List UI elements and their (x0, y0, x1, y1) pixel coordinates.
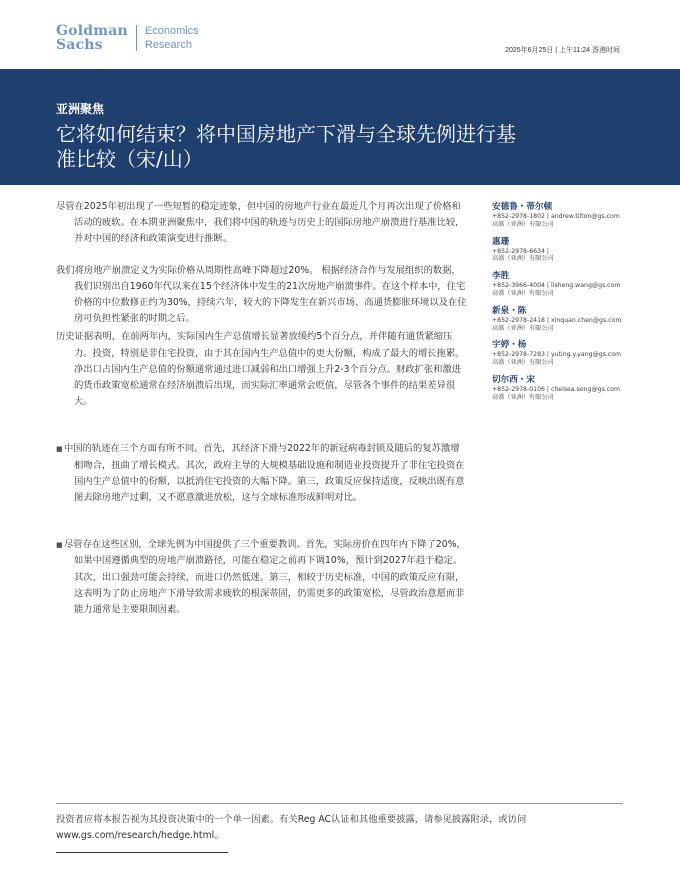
brand-name-line1: Goldman (56, 23, 128, 39)
division-line2: Research (144, 39, 192, 51)
footnote-rule (56, 852, 228, 853)
analyst-name: 安德鲁・蒂尔顿 (492, 202, 553, 212)
analyst-contact: +852-2978-2418 | xinquan.chen@gs.com (492, 316, 622, 324)
report-date: 2025年6月25日 | 上午11:24 香港时间 (505, 47, 620, 54)
analyst-card (492, 271, 632, 298)
analyst-company: 高盛（亚洲）有限公司 (492, 393, 554, 401)
report-body (56, 199, 468, 618)
series-label: 亚洲聚焦 (56, 102, 105, 116)
bullet-square-icon: ■ (56, 445, 63, 454)
bullet-item (56, 441, 468, 506)
analyst-card (492, 375, 632, 402)
evidence-paragraph: 历史证据表明，在前两年内，实际国内生产总值增长显著放缓约5个百分点，并伴随有通货紧缩压力。投资，特别是非住宅投资，由于其在国内生产总值中的更大份额，构成了最大的增长拖累。净出口占国内生产总值的份额通常通过进口减弱和出口增强上升2-3个百分点。财政扩张和激进的货币政策宽松通常在经济崩溃后出现，而实际汇率通常会贬值，尽管各个事件的结果差异很大。 (56, 331, 465, 408)
division-name (145, 24, 199, 52)
analyst-name: 新泉・陈 (492, 305, 527, 316)
bullet-text: 尽管存在这些区别，全球先例为中国提供了三个重要教训。首先，实际房价在四年内下降了20%，如果中国遵循典型的房地产崩溃路径，可能在稳定之前再下调10%，预计到2027年趋于稳定。其次，出口强劲可能会持续，而进口仍然低迷。第三，相较于历史标准，中国的政策反应有限，这表明为了防止房地产下滑导致需求疲软的根深蒂固，仍需更多的政策宽松，尽管政治意愿而非能力通常是主要限制因素。 (64, 539, 466, 616)
brand-name (56, 24, 128, 52)
analyst-contact: +852-3966-4004 | lisheng.wang@gs.com (492, 282, 621, 290)
bullet-item (56, 537, 468, 618)
bullet-square-icon: ■ (56, 541, 63, 550)
analyst-name: 惠珊 (492, 236, 510, 247)
analyst-company: 高盛（亚洲）有限公司 (492, 359, 554, 367)
definition-paragraph: 我们将房地产崩溃定义为实际价格从周期性高峰下降超过20%。 根据经济合作与发展组织的数据，我们识别出自1960年代以来在15个经济体中发生的21次房地产崩溃事件。在这个样本中，住宅价格的中位数修正约为30%，持续六年，较大的下降发生在新兴市场、高通货膨胀环境以及在住房可负担性紧张的时期之后。 (56, 264, 467, 325)
brand-name-line2: Sachs (56, 37, 103, 53)
analyst-contact: +852-2978-7283 | yuting.y.yang@gs.com (492, 351, 622, 359)
analyst-company: 高盛（亚洲）有限公司 (492, 220, 554, 228)
analyst-name: 切尔西・宋 (492, 374, 535, 385)
bullet-text: 中国的轨迹在三个方面有所不同。首先，其经济下滑与2022年的新冠病毒封锁及随后的复苏激增相吻合，扭曲了增长模式。其次，政府主导的大规模基础设施和制造业投资提升了非住宅投资在国内生产总值中的份额，以抵消住宅投资的大幅下降。第三，政策反应保持适度，反映出既有意图去除房地产过剩，又不愿意激进放松，这与全球标准形成鲜明对比。 (64, 443, 465, 504)
analyst-contact: +852-2978-6634 | (492, 247, 550, 255)
analyst-company: 高盛（亚洲）有限公司 (492, 289, 554, 297)
goldman-sachs-logo (56, 24, 199, 52)
logo-divider (136, 25, 137, 51)
report-title: 它将如何结束？将中国房地产下滑与全球先例进行基准比较（宋/山） (56, 122, 516, 171)
footer-divider (56, 803, 623, 804)
analyst-name: 宇婷・杨 (492, 340, 527, 351)
analyst-company: 高盛（亚洲）有限公司 (492, 255, 554, 263)
division-line1: Economics (144, 25, 199, 37)
analyst-card (492, 306, 632, 333)
analyst-sidebar (492, 202, 632, 410)
analyst-contact: +852-2978-1802 | andrew.tilton@gs.com (492, 213, 620, 220)
analyst-name: 李胜 (492, 271, 510, 282)
analyst-card (492, 202, 632, 229)
analyst-contact: +852-2978-0106 | chelsea.song@gs.com (492, 385, 620, 393)
analyst-company: 高盛（亚洲）有限公司 (492, 324, 554, 332)
disclosure-note: 投资者应将本报告视为其投资决策中的一个单一因素。有关Reg AC认证和其他重要披露，请参见披露附录，或访问www.gs.com/research/hedge.html。 (56, 814, 527, 841)
analyst-card (492, 340, 632, 367)
summary-paragraph: 尽管在2025年初出现了一些短暂的稳定迹象，但中国的房地产行业在最近几个月再次出现了价格和活动的疲软。在本期亚洲聚焦中，我们将中国的轨迹与历史上的国际房地产崩溃进行基准比较，并对中国的经济和政策演变进行推断。 (56, 201, 465, 245)
analyst-card (492, 237, 632, 264)
